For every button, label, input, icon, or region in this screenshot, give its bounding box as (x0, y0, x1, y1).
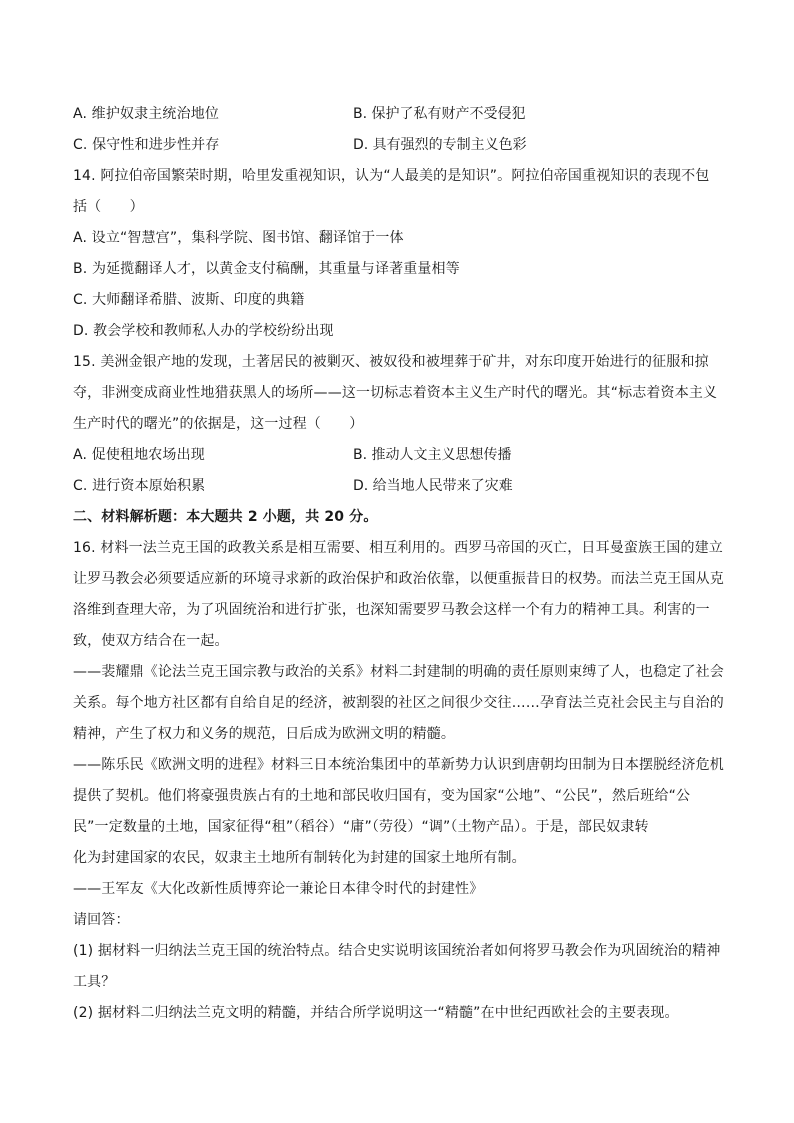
q14-option-b: B. 为延揽翻译人才，以黄金支付稿酬，其重量与译著重量相等 (73, 261, 460, 277)
q13-option-a: A. 维护奴隶主统治地位 (73, 106, 220, 122)
q16-line: 洛维到查理大帝，为了巩固统治和进行扩张，也深知需要罗马教会这样一个有力的精神工具。利害的一 (73, 602, 710, 618)
q13-option-b: B. 保护了私有财产不受侵犯 (353, 106, 526, 122)
q15-option-d: D. 给当地人民带来了灾难 (353, 478, 513, 494)
q16-line: 让罗马教会必须要适应新的环境寻求新的政治保护和政治依靠，以便重振昔日的权势。而法兰克王国从克 (73, 571, 724, 587)
q16-line: ——裴耀鼎《论法兰克王国宗教与政治的关系》材料二封建制的明确的责任原则束缚了人，也稳定了社会 (73, 664, 724, 680)
q16-line: ——陈乐民《欧洲文明的进程》材料三日本统治集团中的革新势力认识到唐朝均田制为日本摆脱经济危机 (73, 757, 724, 773)
q15-option-c: C. 进行资本原始积累 (73, 478, 206, 494)
q15-stem-line-1: 15. 美洲金银产地的发现，土著居民的被剿灭、被奴役和被埋葬于矿井，对东印度开始进行的征服和掠 (73, 354, 709, 370)
q15-option-a: A. 促使租地农场出现 (73, 447, 205, 463)
q15-option-b: B. 推动人文主义思想传播 (353, 447, 512, 463)
q16-line: 提供了契机。他们将豪强贵族占有的土地和部民收归国有，变为国家“公地”、“公民”，然后班给“公 (73, 788, 691, 804)
q16-subquestion-2: (2) 据材料二归纳法兰克文明的精髓，并结合所学说明这一“精髓”在中世纪西欧社会的主要表现。 (73, 1005, 679, 1021)
q13-option-d: D. 具有强烈的专制主义色彩 (353, 137, 527, 153)
q16-line: 16. 材料一法兰克王国的政教关系是相互需要、相互利用的。西罗马帝国的灭亡，日耳曼蛮族王国的建立 (73, 540, 723, 556)
q14-stem-line-2: 括（ ） (73, 199, 144, 215)
q16-subquestion-1-cont: 工具？ (73, 974, 116, 990)
q15-stem-line-2: 夺，非洲变成商业性地猎获黑人的场所——这一切标志着资本主义生产时代的曙光。其“标志着资本主义 (73, 385, 718, 401)
q14-option-d: D. 教会学校和教师私人办的学校纷纷出现 (73, 323, 334, 339)
q14-option-c: C. 大师翻译希腊、波斯、印度的典籍 (73, 292, 305, 308)
q14-option-a: A. 设立“智慧宫”，集科学院、图书馆、翻译馆于一体 (73, 230, 404, 246)
q16-line: 民”一定数量的土地，国家征得“租”（稻谷）“庸”（劳役）“调”（土物产品）。于是，部民奴隶转 (73, 819, 649, 835)
q16-source-line: ——王军友《大化改新性质博弈论一兼论日本律令时代的封建性》 (73, 881, 484, 897)
q16-line: 关系。每个地方社区都有自给自足的经济，被割裂的社区之间很少交往……孕育法兰克社会民主与自治的 (73, 695, 724, 711)
q15-stem-line-3: 生产时代的曙光”的依据是，这一过程（ ） (73, 416, 364, 432)
q14-stem-line-1: 14. 阿拉伯帝国繁荣时期，哈里发重视知识，认为“人最美的是知识”。阿拉伯帝国重视知识的表现不包 (73, 168, 710, 184)
q13-option-c: C. 保守性和进步性并存 (73, 137, 220, 153)
q16-prompt: 请回答： (73, 912, 130, 928)
q16-line: 化为封建国家的农民，奴隶主土地所有制转化为封建的国家土地所有制。 (73, 850, 526, 866)
q16-line: 致，使双方结合在一起。 (73, 633, 229, 649)
q16-line: 精神，产生了权力和义务的规范，日后成为欧洲文明的精髓。 (73, 726, 456, 742)
q16-subquestion-1: (1) 据材料一归纳法兰克王国的统治特点。结合史实说明该国统治者如何将罗马教会作为巩固统治的精神 (73, 943, 721, 959)
section-heading: 二、材料解析题：本大题共 2 小题，共 20 分。 (73, 509, 378, 525)
